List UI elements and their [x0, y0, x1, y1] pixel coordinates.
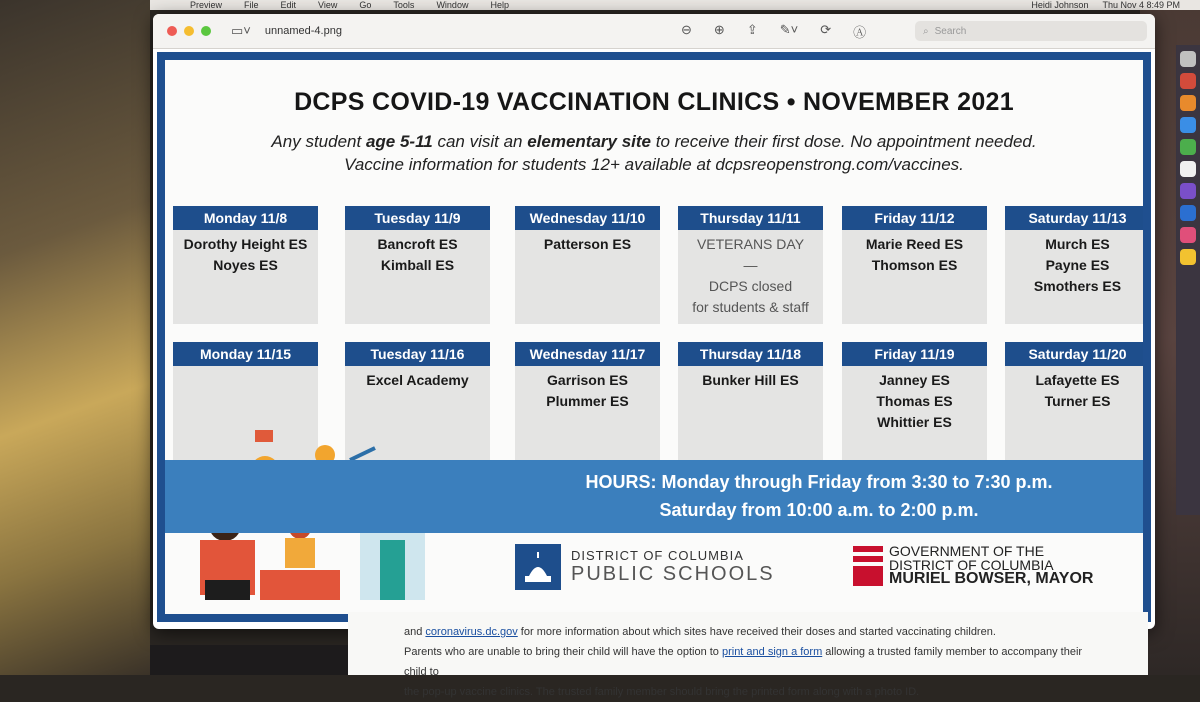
clinic-site: Marie Reed ES	[865, 236, 964, 252]
dock-app-icon[interactable]	[1180, 205, 1196, 221]
clinic-sites	[345, 366, 490, 391]
taskbar-fragment	[150, 645, 348, 675]
subtitle-age: age 5-11	[365, 132, 433, 151]
clinic-site: Thomas ES	[876, 393, 953, 409]
day-cell	[173, 206, 318, 324]
menubar-user[interactable]: Heidi Johnson	[1031, 0, 1089, 10]
dock	[1176, 45, 1200, 515]
day-header: Monday 11/15	[173, 342, 318, 366]
clinic-site: Turner ES	[1044, 393, 1111, 409]
annotate-icon[interactable]: Ⓐ	[853, 25, 867, 40]
gov-line1: GOVERNMENT OF THE	[889, 543, 1045, 559]
clinic-site: Bunker Hill ES	[702, 372, 799, 388]
doc-text: and	[404, 626, 426, 638]
window-titlebar	[153, 14, 1155, 49]
clinic-sites	[1005, 230, 1143, 297]
menu-help[interactable]: Help	[490, 0, 509, 10]
subtitle-site: elementary site	[527, 132, 652, 151]
search-icon: ⌕	[923, 25, 929, 37]
day-header: Monday 11/8	[173, 206, 318, 230]
rotate-icon[interactable]: ⟳	[820, 22, 832, 37]
clinic-site: Kimball ES	[380, 257, 455, 273]
clinic-site: Smothers ES	[1033, 278, 1122, 294]
clinic-site: Thomson ES	[871, 257, 958, 273]
day-header: Thursday 11/11	[678, 206, 823, 230]
clinic-site: VETERANS DAY	[696, 236, 805, 252]
dock-app-icon[interactable]	[1180, 249, 1196, 265]
day-cell	[515, 342, 660, 460]
clinic-site: for students & staff	[692, 299, 809, 315]
clinic-site: Patterson ES	[543, 236, 632, 252]
dock-app-icon[interactable]	[1180, 183, 1196, 199]
dc-flag-icon	[853, 542, 883, 588]
capitol-dome-icon	[515, 544, 561, 590]
hours-weekday: HOURS: Monday through Friday from 3:30 to 7:30 p.m.	[585, 472, 1053, 492]
dock-app-icon[interactable]	[1180, 73, 1196, 89]
day-header: Friday 11/12	[842, 206, 987, 230]
hours-saturday: Saturday from 10:00 a.m. to 2:00 p.m.	[659, 500, 979, 520]
clinic-site: Payne ES	[1045, 257, 1110, 273]
subtitle-text: can visit an	[432, 132, 528, 151]
sidebar-toggle-icon[interactable]: ▭˅	[231, 23, 251, 38]
dock-app-icon[interactable]	[1180, 139, 1196, 155]
clinic-site: Excel Academy	[366, 372, 469, 388]
day-header: Friday 11/19	[842, 342, 987, 366]
day-cell	[1005, 342, 1143, 460]
clinic-sites	[345, 230, 490, 276]
clinic-sites	[1005, 366, 1143, 412]
day-cell	[345, 206, 490, 324]
day-header: Saturday 11/13	[1005, 206, 1143, 230]
doc-text: Parents who are unable to bring their child will have the option to	[404, 646, 722, 658]
clinic-sites	[515, 230, 660, 255]
day-header: Tuesday 11/16	[345, 342, 490, 366]
poster-content	[165, 60, 1143, 614]
dock-app-icon[interactable]	[1180, 95, 1196, 111]
day-cell	[842, 342, 987, 460]
clinic-sites	[678, 366, 823, 391]
day-cell	[515, 206, 660, 324]
menu-preview[interactable]: Preview	[190, 0, 223, 10]
clinic-site: Noyes ES	[213, 257, 278, 273]
day-header: Thursday 11/18	[678, 342, 823, 366]
zoom-out-icon[interactable]: ⊖	[681, 22, 692, 37]
close-window-icon[interactable]	[167, 26, 177, 36]
window-filename: unnamed-4.png	[264, 25, 342, 37]
menu-tools[interactable]: Tools	[393, 0, 415, 10]
background-left	[0, 0, 150, 675]
menu-view[interactable]: View	[318, 0, 338, 10]
share-icon[interactable]: ⇪	[746, 22, 758, 37]
clinic-sites	[678, 230, 823, 318]
dock-app-icon[interactable]	[1180, 227, 1196, 243]
preview-window	[153, 14, 1155, 629]
menubar-clock[interactable]: Thu Nov 4 8:49 PM	[1102, 0, 1180, 10]
clinic-site: Lafayette ES	[1035, 372, 1120, 388]
day-cell	[678, 206, 823, 324]
poster-title: DCPS COVID-19 VACCINATION CLINICS • NOVEMBER 2021	[294, 88, 1014, 116]
clinic-site: DCPS closed	[708, 278, 793, 294]
clinic-site: Murch ES	[1045, 236, 1110, 252]
dock-app-icon[interactable]	[1180, 51, 1196, 67]
clinic-sites	[173, 366, 318, 370]
clinic-site: Janney ES	[879, 372, 950, 388]
subtitle-text: to receive their first dose. No appointment needed.	[651, 132, 1037, 151]
day-header: Wednesday 11/17	[515, 342, 660, 366]
poster-image	[157, 52, 1151, 622]
clinic-sites	[842, 366, 987, 433]
doc-text: for more information about which sites have received their doses and started vaccinating children.	[517, 626, 996, 638]
dcps-logo-line2: PUBLIC SCHOOLS	[571, 563, 775, 585]
zoom-in-icon[interactable]: ⊕	[713, 22, 725, 37]
clinic-site: —	[743, 257, 758, 273]
minimize-window-icon[interactable]	[184, 26, 194, 36]
day-header: Tuesday 11/9	[345, 206, 490, 230]
coronavirus-link[interactable]: coronavirus.dc.gov	[425, 626, 518, 638]
gov-line2: DISTRICT OF COLUMBIA	[889, 557, 1054, 573]
clinic-site: Bancroft ES	[377, 236, 458, 252]
day-cell	[1005, 206, 1143, 324]
gov-mayor: MURIEL BOWSER, MAYOR	[889, 570, 1094, 587]
poster-subtitle	[165, 130, 1143, 176]
day-cell	[678, 342, 823, 460]
day-cell	[842, 206, 987, 324]
day-header: Wednesday 11/10	[515, 206, 660, 230]
clinic-sites	[842, 230, 987, 276]
webpage-below	[348, 612, 1148, 698]
print-form-link[interactable]: print and sign a form	[721, 646, 823, 658]
clinic-site: Dorothy Height ES	[183, 236, 308, 252]
clinic-sites	[173, 230, 318, 276]
subtitle-text: Any student	[271, 132, 366, 151]
doc-text: allowing a trusted family member to accompany their child to	[404, 646, 1083, 678]
clinic-site: Garrison ES	[547, 372, 628, 388]
markup-pen-icon[interactable]: ✎˅	[779, 22, 799, 37]
search-placeholder: Search	[934, 25, 967, 37]
subtitle-line2: Vaccine information for students 12+ available at dcpsreopenstrong.com/vaccines.	[344, 155, 964, 174]
menu-go[interactable]: Go	[359, 0, 372, 10]
menu-edit[interactable]: Edit	[280, 0, 297, 10]
zoom-window-icon[interactable]	[201, 26, 211, 36]
dock-app-icon[interactable]	[1180, 117, 1196, 133]
clinic-sites	[515, 366, 660, 412]
clinic-site: Whittier ES	[877, 414, 952, 430]
menu-window[interactable]: Window	[436, 0, 469, 10]
clinic-site: Plummer ES	[546, 393, 629, 409]
dcps-logo	[515, 544, 775, 590]
search-field[interactable]	[915, 21, 1147, 41]
hours-banner	[165, 460, 1143, 533]
dock-app-icon[interactable]	[1180, 161, 1196, 177]
menu-bar	[150, 0, 1200, 10]
doc-text: the pop-up vaccine clinics. The trusted family member should bring the printed form along with a photo ID.	[404, 686, 920, 698]
dcps-logo-line1: DISTRICT OF COLUMBIA	[571, 548, 744, 563]
menu-file[interactable]: File	[244, 0, 259, 10]
day-header: Saturday 11/20	[1005, 342, 1143, 366]
dc-government-logo	[853, 542, 1093, 588]
